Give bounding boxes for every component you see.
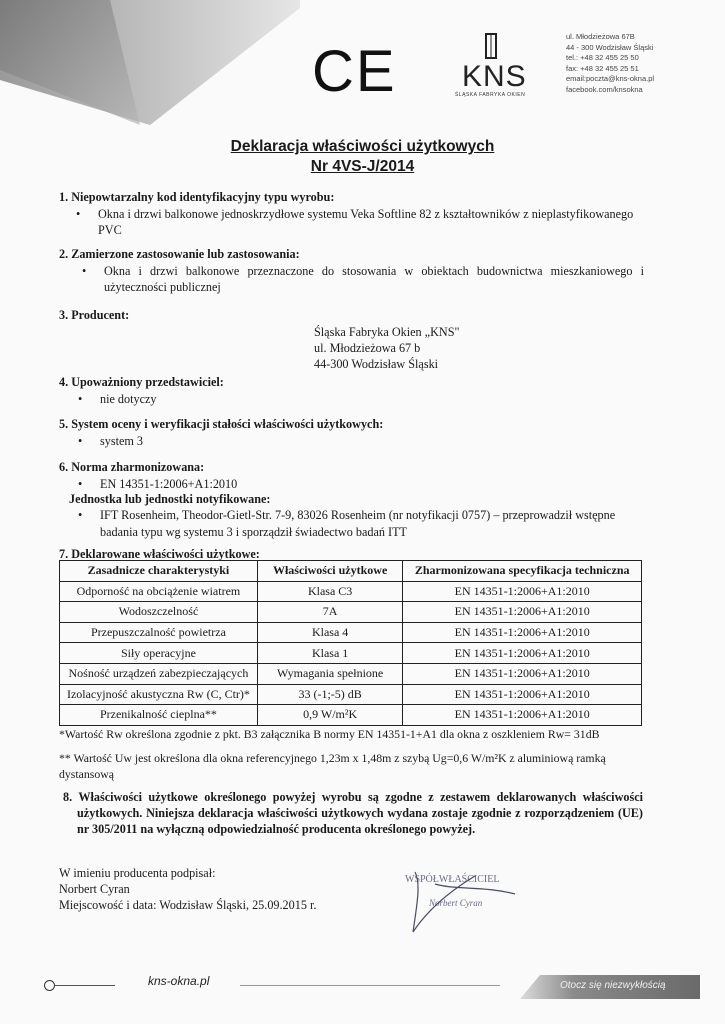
footer-slogan: Otocz się niezwykłością — [560, 980, 666, 991]
producer-name: Śląska Fabryka Okien „KNS" — [314, 325, 460, 339]
corner-decoration — [0, 0, 300, 130]
table-cell: EN 14351-1:2006+A1:2010 — [403, 663, 642, 684]
table-cell: Izolacyjność akustyczna Rw (C, Ctr)* — [60, 684, 258, 705]
table-cell: Klasa 1 — [257, 643, 403, 664]
contact-city: 44 - 300 Wodzisław Śląski — [566, 42, 654, 52]
table-cell: EN 14351-1:2006+A1:2010 — [403, 602, 642, 623]
contact-info — [566, 32, 654, 95]
table-cell: 7A — [257, 602, 403, 623]
section-2-bullet-cont: użyteczności publicznej — [104, 280, 221, 294]
table-header: Zasadnicze charakterystyki — [60, 561, 258, 582]
footer-url: kns-okna.pl — [148, 974, 210, 988]
table-cell: Siły operacyjne — [60, 643, 258, 664]
section-4-heading: 4. Upoważniony przedstawiciel: — [59, 375, 224, 389]
section-6-heading: 6. Norma zharmonizowana: — [59, 460, 205, 474]
table-row — [60, 581, 642, 602]
table-cell: Wodoszczelność — [60, 602, 258, 623]
table-row — [60, 602, 642, 623]
notified-body-bullet: • IFT Rosenheim, Theodor-Gietl-Str. 7-9, 83026 Rosenheim (nr notyfikacji 0757) – przeprowadził wstępne — [100, 508, 640, 523]
signature-stamp — [395, 864, 535, 936]
declaration-line-2: użytkowych. Niniejsza deklaracja właściwości użytkowych wydana zostaje zgodnie z rozporządzeniem (UE) — [77, 806, 643, 820]
table-header: Zharmonizowana specyfikacja techniczna — [403, 561, 642, 582]
svg-text:WSPÓŁWŁAŚCICIEL: WSPÓŁWŁAŚCICIEL — [405, 874, 500, 885]
note-1: *Wartość Rw określona zgodnie z pkt. B3 załącznika B normy EN 14351-1+A1 dla okna z oszkleniem Rw= 31dB — [59, 727, 600, 741]
svg-text:Norbert Cyran: Norbert Cyran — [429, 898, 483, 908]
table-cell: EN 14351-1:2006+A1:2010 — [403, 643, 642, 664]
table-row — [60, 684, 642, 705]
table-row — [60, 663, 642, 684]
table-cell: 33 (-1;-5) dB — [257, 684, 403, 705]
table-cell: EN 14351-1:2006+A1:2010 — [403, 705, 642, 726]
section-1-bullet-cont: PVC — [98, 223, 122, 237]
section-5-bullet: • system 3 — [100, 434, 143, 449]
table-header: Właściwości użytkowe — [257, 561, 403, 582]
table-cell: Wymagania spełnione — [257, 663, 403, 684]
section-5-heading: 5. System oceny i weryfikacji stałości właściwości użytkowych: — [59, 417, 384, 431]
section-7-heading: 7. Deklarowane właściwości użytkowe: — [59, 547, 260, 561]
producer-city: 44-300 Wodzisław Śląski — [314, 357, 439, 371]
section-1-bullet: • Okna i drzwi balkonowe jednoskrzydłowe systemu Veka Softline 82 z kształtowników z nieplastyfikowanego — [98, 207, 658, 222]
section-1-heading: 1. Niepowtarzalny kod identyfikacyjny typu wyrobu: — [59, 190, 335, 204]
producer-street: ul. Młodzieżowa 67 b — [314, 341, 421, 355]
logo-letters: KNS — [462, 60, 527, 93]
table-header-row — [60, 561, 642, 582]
declaration-line-1: 8. Właściwości użytkowe określonego powyżej wyrobu są zgodne z zestawem deklarowanych właściwości — [63, 790, 643, 804]
place-and-date: Miejscowość i data: Wodzisław Śląski, 25.09.2015 r. — [59, 898, 317, 912]
document-number: Nr 4VS-J/2014 — [310, 158, 415, 175]
document-title: Deklaracja właściwości użytkowych — [230, 138, 495, 155]
table-row — [60, 622, 642, 643]
signature-label: W imieniu producenta podpisał: — [59, 866, 216, 880]
declaration-line-3: nr 305/2011 na wyłączną odpowiedzialność producenta określonego powyżej. — [77, 822, 476, 836]
table-cell: Klasa 4 — [257, 622, 403, 643]
signatory-name: Norbert Cyran — [59, 882, 130, 896]
note-2: ** Wartość Uw jest określona dla okna referencyjnego 1,23m x 1,48m z szybą Ug=0,6 W/m²K z aluminiową ramką — [59, 751, 606, 765]
footer-divider — [55, 985, 115, 986]
properties-table — [59, 560, 642, 726]
section-2-heading: 2. Zamierzone zastosowanie lub zastosowania: — [59, 247, 300, 261]
contact-phone: tel.: +48 32 455 25 50 — [566, 53, 639, 62]
section-6-bullet: • EN 14351-1:2006+A1:2010 — [100, 477, 237, 492]
contact-address: ul. Młodzieżowa 67B — [566, 32, 635, 41]
table-cell: EN 14351-1:2006+A1:2010 — [403, 581, 642, 602]
section-4-bullet: • nie dotyczy — [100, 392, 157, 407]
table-cell: Przepuszczalność powietrza — [60, 622, 258, 643]
table-cell: Nośność urządzeń zabezpieczających — [60, 663, 258, 684]
table-cell: Klasa C3 — [257, 581, 403, 602]
contact-fax: fax: +48 32 455 25 51 — [566, 63, 639, 73]
ce-mark: CE — [312, 39, 397, 104]
table-cell: 0,9 W/m²K — [257, 705, 403, 726]
note-2-cont: dystansową — [59, 767, 115, 781]
table-cell: Odporność na obciążenie wiatrem — [60, 581, 258, 602]
section-2-bullet: • Okna i drzwi balkonowe przeznaczone do stosowania w obiektach budownictwa mieszkaniowego i — [104, 264, 644, 279]
section-3-heading: 3. Producent: — [59, 308, 130, 322]
table-row — [60, 643, 642, 664]
contact-email: email:poczta@kns-okna.pl — [566, 74, 655, 83]
table-row — [60, 705, 642, 726]
contact-facebook: facebook.com/knsokna — [566, 84, 643, 94]
notified-body-bullet-cont: badania typu wg systemu 3 i sporządził świadectwo badań ITT — [100, 525, 407, 539]
footer-rule — [240, 985, 500, 986]
table-cell: EN 14351-1:2006+A1:2010 — [403, 622, 642, 643]
table-cell: Przenikalność cieplna** — [60, 705, 258, 726]
notified-body-heading: Jednostka lub jednostki notyfikowane: — [69, 492, 271, 506]
table-cell: EN 14351-1:2006+A1:2010 — [403, 684, 642, 705]
logo-subtitle: ŚLĄSKA FABRYKA OKIEN — [455, 92, 526, 98]
footer-dot-icon — [44, 980, 55, 991]
